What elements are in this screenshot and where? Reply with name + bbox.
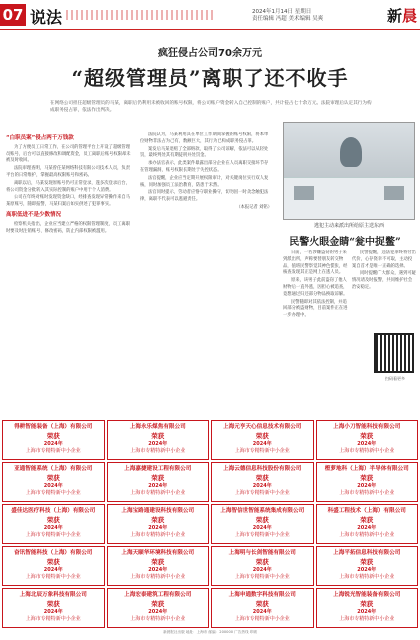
ad-company-name: 亚通智能系统（上海）有限公司 — [14, 466, 93, 472]
ad-level: 上海市专精特新中小企业 — [130, 490, 186, 496]
article-column-2 — [140, 132, 272, 414]
paragraph: 原来，该男子此前盗窃了他人财物后一直外逃，因担心被追查，竟想通过归还部分物品换取谅解。 — [283, 278, 348, 297]
ad-level: 上海市专精特新中小企业 — [130, 574, 186, 580]
ad-level: 上海市专精特新中小企业 — [339, 490, 395, 496]
ad-year: 2024年 — [43, 567, 63, 573]
ad-award: 荣获 — [255, 558, 269, 566]
ad-level: 上海市专精特新中小企业 — [234, 532, 290, 538]
byline: （本报记者 刘铭） — [236, 204, 272, 210]
ad-company-name: 上海宝路通建设科技有限公司 — [121, 508, 195, 514]
editor-credit: 责任编辑 冯超 美术编辑 吴爽 — [252, 16, 324, 22]
masthead-logo — [387, 5, 417, 26]
subhead-1: “白职员案”侵占两千万钱款 — [6, 135, 74, 141]
ad-year: 2024年 — [43, 609, 63, 615]
advertisement-grid — [2, 420, 418, 628]
ad-level: 上海市专精特新中小企业 — [25, 616, 81, 622]
side-headline: 民警火眼金睛“瓮中捉鳖” — [289, 237, 401, 248]
masthead-part-a: 新 — [386, 7, 402, 25]
ad-award: 荣获 — [360, 432, 374, 440]
ad-company-name: 上海宏泰建筑工程有限公司 — [124, 592, 192, 598]
ad-company-name: 上海申通数字科技有限公司 — [228, 592, 296, 598]
article-column-1 — [6, 132, 134, 414]
side-column-1 — [283, 250, 349, 414]
issue-date: 2024年1月14日 星期日 — [252, 9, 312, 15]
ad-award: 荣获 — [151, 558, 165, 566]
article-kicker: 疯狂侵占公司70余万元 — [158, 48, 262, 59]
ad-tile — [107, 462, 210, 502]
ad-year: 2024年 — [148, 567, 168, 573]
issue-meta — [252, 9, 323, 23]
ad-year: 2024年 — [43, 441, 63, 447]
ad-level: 上海市专精特新中小企业 — [234, 574, 290, 580]
ad-award: 荣获 — [255, 600, 269, 608]
ad-company-name: 上海平拓信息科技有限公司 — [333, 550, 401, 556]
ad-award: 荣获 — [151, 474, 165, 482]
paragraph: 为了方便员工日常工作，在公司的管理平台上开设了超级管理员账号，后台可以直接修改和调配资金，员工离职后账号权限却未被及时收回。 — [6, 144, 131, 164]
ad-company-name: 上海天颐华环境科技有限公司 — [121, 550, 195, 556]
subhead-2: 高职低进不是少数情况 — [6, 211, 62, 218]
paragraph: 公司在年终对账时发现资金缺口，经排查发现异常操作来自马某原账号，随即报警，马某归案后如实供述了犯罪事实。 — [6, 195, 131, 208]
paragraph: 法官提醒，企业应当定期开展权限审计，对关键岗位实行双人复核，同时加强员工法治教育，防患于未然。 — [140, 175, 269, 188]
ad-company-name: 橙萝地科（上海）半导体有限公司 — [324, 466, 409, 472]
photo-monitor — [384, 186, 404, 200]
ad-company-name: 上海北辰万象科技有限公司 — [19, 592, 87, 598]
ad-year: 2024年 — [252, 567, 272, 573]
ad-level: 上海市专精特新中小企业 — [130, 532, 186, 538]
ad-award: 荣获 — [46, 432, 60, 440]
ad-year: 2024年 — [357, 525, 377, 531]
photo-person — [340, 137, 362, 167]
header-decoration — [66, 10, 216, 20]
ad-level: 上海市专精特新中小企业 — [339, 574, 395, 580]
ad-year: 2024年 — [252, 441, 272, 447]
ad-tile — [211, 588, 314, 628]
ad-year: 2024年 — [252, 483, 272, 489]
paragraph: 法院认为，马某利用其在单位工作期间掌握的账号权限，将本单位财物非法占为己有，数额巨大，其行为已构成职务侵占罪。 — [140, 132, 269, 144]
photo-monitor — [294, 186, 314, 200]
ad-award: 荣获 — [151, 600, 165, 608]
side-column-2 — [352, 250, 416, 330]
ad-tile — [107, 546, 210, 586]
ad-tile — [316, 420, 419, 460]
ad-award: 荣获 — [46, 558, 60, 566]
ad-company-name: 科盛工程技术（上海）有限公司 — [327, 508, 406, 514]
ad-tile — [211, 546, 314, 586]
ad-tile — [2, 588, 105, 628]
ad-tile — [107, 420, 210, 460]
ad-company-name: 上海云德信息科技股份有限公司 — [223, 466, 302, 472]
ad-company-name: 上海元亨天心信息技术有限公司 — [223, 424, 302, 430]
ad-year: 2024年 — [252, 525, 272, 531]
ad-year: 2024年 — [357, 483, 377, 489]
paragraph: 离职以后，马某发现原账号仍可正常登录，遂多次登录后台，将公司资金分批转入其实际控制的账户中用于个人消费。 — [6, 180, 131, 193]
ad-level: 上海市专精特新中小企业 — [339, 448, 395, 454]
ad-award: 荣获 — [46, 474, 60, 482]
photo-caption: 逃犯主动来派出所给原主送东西 — [313, 223, 384, 229]
ad-tile — [316, 546, 419, 586]
ad-company-name: 奋讯智能科技（上海）有限公司 — [14, 550, 93, 556]
ad-level: 上海市专精特新中小企业 — [25, 574, 81, 580]
ad-level: 上海市专精特新中小企业 — [25, 490, 81, 496]
qr-caption: 扫码看更多 — [385, 376, 405, 381]
ad-year: 2024年 — [148, 483, 168, 489]
ad-level: 上海市专精特新中小企业 — [25, 532, 81, 538]
article-headline: “超级管理员”离职了还不收手 — [71, 66, 349, 90]
paragraph: 案发后马某退赔了全部赃款，取得了公司谅解，依法可以从轻处罚，最终判处其有期徒刑并处罚金。 — [140, 146, 269, 159]
ad-year: 2024年 — [148, 609, 168, 615]
paragraph: 法院审理查明，马某曾任某网络科技有限公司技术人员，负责平台的日常维护，掌握最高权限账号和密码。 — [6, 166, 131, 178]
ad-year: 2024年 — [43, 525, 63, 531]
ad-tile — [211, 462, 314, 502]
ad-award: 荣获 — [46, 600, 60, 608]
ad-tile — [2, 546, 105, 586]
ad-year: 2024年 — [252, 609, 272, 615]
ad-tile — [2, 420, 105, 460]
paragraph: 民警随即对其依法控制，并追回部分被盗财物，目前案件正在进一步办理中。 — [283, 299, 348, 319]
ad-company-name: 上海永乐煤焦有限公司 — [129, 424, 186, 430]
ad-year: 2024年 — [148, 525, 168, 531]
ad-level: 上海市专精特新中小企业 — [130, 448, 186, 454]
page-footer: 新晨报社出版 地址：上海市 邮编：200000 广告热线 印刷 — [163, 630, 257, 634]
ad-award: 荣获 — [360, 558, 374, 566]
paragraph: 法官同时提示，劳动者应恪守职业操守，切勿因一时贪念触犯法律，离职不代表可以逃避责任。 — [140, 190, 269, 203]
paragraph: 承办法官表示，此类案件暴露出部分企业在人员离职交接环节存在管理漏洞，账号权限长期处于失控状态。 — [140, 161, 269, 173]
ad-level: 上海市专精特新中小企业 — [339, 532, 395, 538]
ad-award: 荣获 — [360, 474, 374, 482]
paragraph: 日前，一名涉嫌盗窃的男子来到派出所，声称要替朋友转交物品，值班民警察觉其神色慌张，经核查发现其正是网上在逃人员。 — [283, 250, 348, 276]
ad-award: 荣获 — [46, 516, 60, 524]
ad-company-name: 上海明与长剑智能有限公司 — [228, 550, 296, 556]
ad-year: 2024年 — [357, 441, 377, 447]
ad-tile — [316, 504, 419, 544]
page-number: 07 — [0, 4, 26, 26]
ad-level: 上海市专精特新中小企业 — [234, 616, 290, 622]
ad-tile — [2, 462, 105, 502]
ad-award: 荣获 — [360, 600, 374, 608]
ad-award: 荣获 — [360, 516, 374, 524]
ad-tile — [211, 420, 314, 460]
masthead-part-b: 晨 — [401, 7, 417, 25]
ad-company-name: 得耕智能装备（上海）有限公司 — [14, 424, 93, 430]
ad-tile — [107, 588, 210, 628]
ad-tile — [316, 462, 419, 502]
ad-year: 2024年 — [357, 567, 377, 573]
ad-company-name: 盛佳达医疗科技（上海）有限公司 — [11, 508, 96, 514]
ad-year: 2024年 — [43, 483, 63, 489]
ad-level: 上海市专精特新中小企业 — [339, 616, 395, 622]
ad-tile — [211, 504, 314, 544]
ad-year: 2024年 — [148, 441, 168, 447]
ad-level: 上海市专精特新中小企业 — [234, 490, 290, 496]
paragraph: 民警提醒，违法犯罪终将付出代价，心存侥幸不可取，主动投案自首才是唯一正确的选择。 — [352, 250, 416, 269]
ad-tile — [107, 504, 210, 544]
ad-level: 上海市专精特新中小企业 — [130, 616, 186, 622]
article-lede: 在网络公司担任超级管理员的马某，离职后仍利用未被收回的账号权限，将公司账户资金转入自己控制的账户，共计侵占七十余万元。法院审理后认定其行为构成职务侵占罪，依法作出判决。 — [50, 101, 372, 113]
ad-award: 荣获 — [255, 474, 269, 482]
photo-desk — [284, 177, 415, 219]
section-title: 说法 — [30, 8, 63, 27]
ad-award: 荣获 — [255, 516, 269, 524]
qr-code[interactable] — [374, 333, 414, 373]
paragraph: 检察机关指出，企业应当建立严格的权限管理制度，员工离职时要及时注销账号、修改密码，防止内部权限被滥用。 — [6, 221, 131, 234]
ad-company-name: 上海锐光智能装备有限公司 — [333, 592, 401, 598]
ad-level: 上海市专精特新中小企业 — [25, 448, 81, 454]
ad-company-name: 上海小刀智能科技有限公司 — [333, 424, 401, 430]
ad-award: 荣获 — [151, 432, 165, 440]
paragraph: 同时提醒广大群众，遇到可疑情况请及时报警，共同维护社会治安稳定。 — [352, 271, 416, 290]
ad-company-name: 上海智信世智能系统集成有限公司 — [220, 508, 305, 514]
news-photo — [283, 122, 415, 220]
ad-award: 荣获 — [255, 432, 269, 440]
ad-award: 荣获 — [151, 516, 165, 524]
ad-tile — [316, 588, 419, 628]
ad-company-name: 上海嘉捷建设工程有限公司 — [124, 466, 192, 472]
ad-level: 上海市专精特新中小企业 — [234, 448, 290, 454]
page-header — [0, 0, 420, 30]
ad-tile — [2, 504, 105, 544]
ad-year: 2024年 — [357, 609, 377, 615]
